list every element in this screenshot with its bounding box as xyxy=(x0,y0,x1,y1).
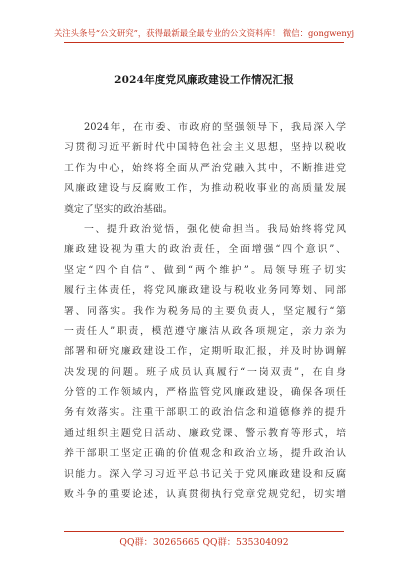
body-line: 工作为中心，始终将全面从严治党融入其中，不断推进党 xyxy=(64,162,346,174)
footer-divider xyxy=(64,531,344,532)
body-line: 务有效落实。注重干部职工的政治信念和道德修养的提升 xyxy=(64,407,346,419)
footer-qq-groups: QQ群：30265665 QQ群：535304092 xyxy=(119,537,289,548)
document-title: 2024年度党风廉政建设工作情况汇报 xyxy=(114,74,294,86)
body-line: 廉政建设视为重大的政治责任，全面增强“四个意识”、 xyxy=(64,244,346,256)
body-line: 部署和研究廉政建设工作，定期听取汇报，并及时协调解 xyxy=(64,346,346,358)
body-line: 一、提升政治觉悟，强化使命担当。我局始终将党风 xyxy=(84,223,346,235)
body-line: 一责任人”职责，模范遵守廉洁从政各项规定，亲力亲为 xyxy=(64,325,346,337)
header-promo-note: 关注头条号“公文研究”，获得最新最全最专业的公文资料库！ 微信：gongwenyj xyxy=(53,28,355,38)
body-line: 习贯彻习近平新时代中国特色社会主义思想，坚持以税收 xyxy=(64,142,346,154)
body-line: 2024年，在市委、市政府的坚强领导下，我局深入学 xyxy=(84,122,346,133)
body-line: 履行主体责任，将党风廉政建设与税收业务同筹划、同部 xyxy=(64,285,346,297)
body-line: 败斗争的重要论述，认真贯彻执行党章党规党纪，切实增 xyxy=(64,489,346,501)
body-line: 分管的工作领域内，严格监管党风廉政建设，确保各项任 xyxy=(64,387,346,399)
body-line: 署、同落实。我作为税务局的主要负责人，坚定履行“第 xyxy=(64,305,346,317)
header-divider xyxy=(64,42,344,43)
body-line: 奠定了坚实的政治基础。 xyxy=(64,203,173,215)
body-line: 通过组织主题党日活动、廉政党课、警示教育等形式，培 xyxy=(64,427,346,439)
document-body xyxy=(64,118,346,505)
body-line: 决发现的问题。班子成员认真履行“一岗双责”，在自身 xyxy=(64,366,346,378)
body-line: 风廉政建设与反腐败工作，为推动税收事业的高质量发展 xyxy=(64,183,346,195)
body-line: 养干部职工坚定正确的价值观念和政治立场，提升政治认 xyxy=(64,448,346,460)
body-line: 识能力。深入学习习近平总书记关于党风廉政建设和反腐 xyxy=(64,468,346,480)
body-line: 坚定“四个自信”、做到“两个维护”。局领导班子切实 xyxy=(64,264,346,276)
